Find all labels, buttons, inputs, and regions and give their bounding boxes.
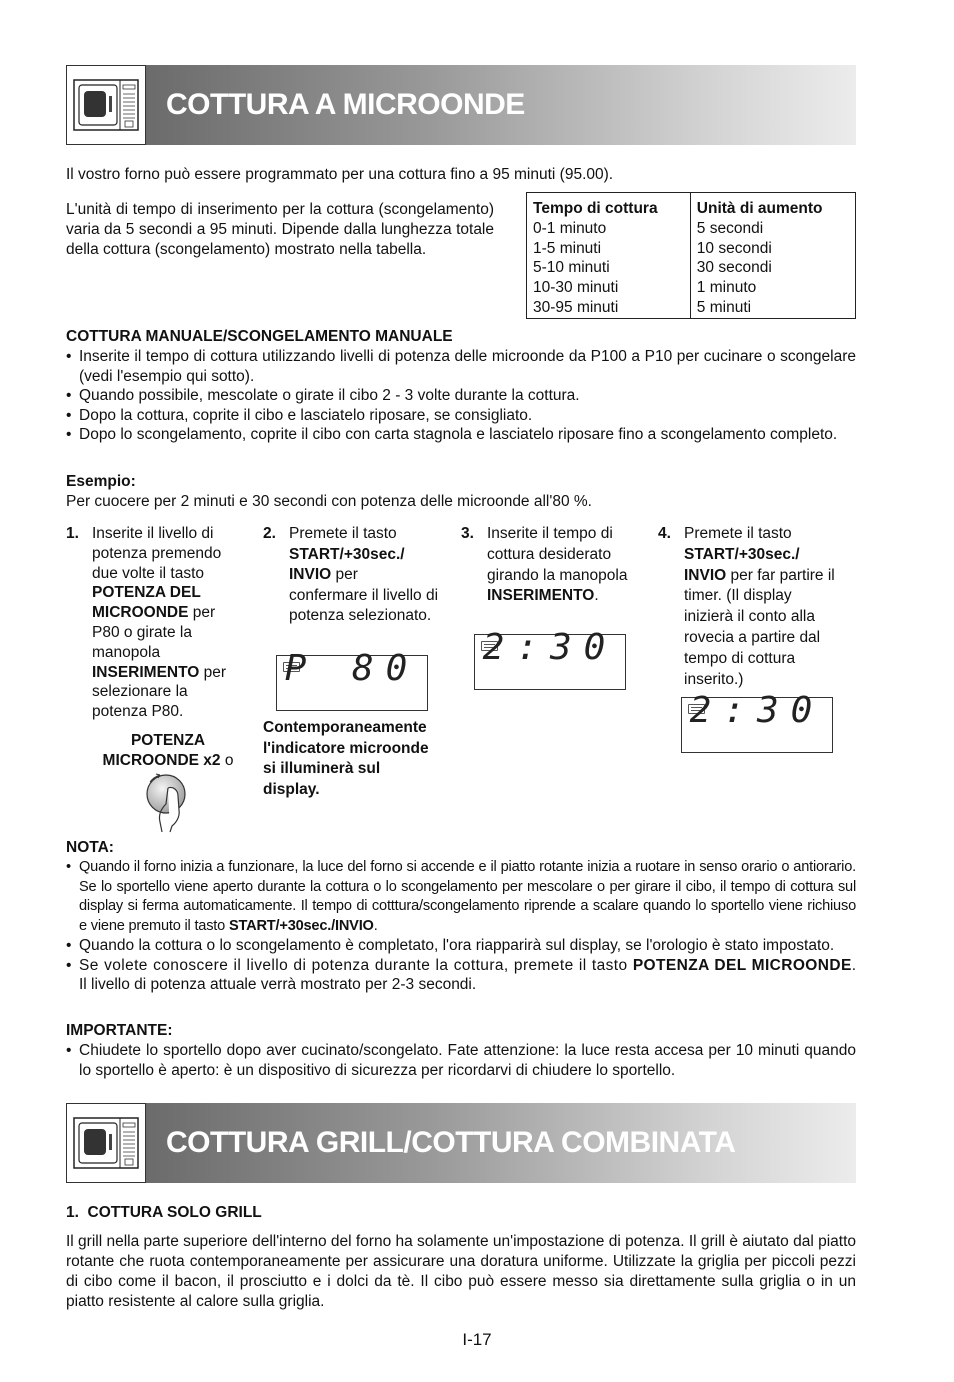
step-number: 3. (461, 525, 474, 542)
step-1-caption: POTENZA MICROONDE x2 o (102, 732, 234, 769)
table-cell: 1-5 minuti (533, 239, 602, 257)
step-number: 1. (66, 525, 79, 542)
lcd-text: 2:30 (482, 627, 618, 668)
table-cell: 0-1 minuto (533, 219, 607, 237)
list-item: • Dopo lo scongelamento, coprite il cibo con carta stagnola e lasciatelo riposare fino a scongelamento completo. (66, 425, 856, 445)
step-text: Inserite il tempo di cottura desiderato girando la manopola INSERIMENTO. (487, 525, 628, 605)
table-cell: 30 secondi (690, 258, 855, 278)
example-text: Per cuocere per 2 minuti e 30 secondi con potenza delle microonde all'80 %. (66, 493, 592, 510)
step-3 (461, 524, 641, 607)
page-number: I-17 (462, 1330, 492, 1349)
list-item: • Quando possibile, mescolate o girate il cibo 2 - 3 volte durante la cottura. (66, 386, 856, 406)
step-text: Inserite il livello di potenza premendo due volte il tasto POTENZA DEL MICROONDE per P80 o girate la manopola INSERIMENTO per selezionare la potenza P80. (92, 525, 227, 721)
table-cell: 10-30 minuti (533, 279, 619, 297)
lcd-text: P 80 (284, 648, 420, 689)
table-cell: 5-10 minuti (533, 259, 610, 277)
nota-bullets (66, 858, 856, 995)
list-item: • Inserite il tempo di cottura utilizzando livelli di potenza delle microonde da P100 a P10 per cucinare o scongelare (vedi l'esempio qui sotto). (66, 347, 856, 386)
section-title: COTTURA GRILL/COTTURA COMBINATA (166, 1126, 736, 1159)
grill-paragraph: Il grill nella parte superiore dell'interno del forno ha solamente un'impostazione di potenza. Il grill è aiutato dal piatto rotante che ruota contemporaneamente per assicurare una doratura uniforme. Utilizzate la griglia per piccoli pezzi di cibo come il bacon, il prosciutto e i dolci da tè. Il cibo può essere messo sia direttamente sulla griglia o in un piatto resistente al calore sulla griglia. (66, 1233, 857, 1310)
step-text: Premete il tasto START/+30sec./ INVIO per confermare il livello di potenza selezionato. (289, 525, 439, 624)
hand-knob-icon (140, 770, 192, 834)
step-2-note: Contemporaneamente l'indicatore microonde si illuminerà sul display. (263, 719, 429, 798)
table-row (527, 258, 856, 278)
lcd-display (474, 627, 626, 690)
microwave-icon (66, 65, 146, 145)
list-item: • Se volete conoscere il livello di potenza durante la cottura, premete il tasto POTENZA DEL MICROONDE. Il livello di potenza attuale verrà mostrato per 2-3 secondi. (66, 956, 856, 995)
table-cell: 5 minuti (690, 298, 855, 318)
step-number: 2. (263, 525, 276, 542)
manual-bullets (66, 347, 856, 445)
importante-heading: IMPORTANTE: (66, 1022, 173, 1039)
step-4 (658, 524, 858, 690)
section-banner-grill (66, 1103, 856, 1183)
lcd-text: 2:30 (689, 690, 825, 731)
table-row (527, 219, 856, 239)
table-cell: 5 secondi (690, 219, 855, 239)
step-2 (263, 524, 443, 627)
unit-paragraph: L'unità di tempo di inserimento per la cottura (scongelamento) varia da 5 secondi a 95 minuti. Dipende dalla lunghezza totale della cottura (scongelamento) mostrato nella tabella. (66, 201, 494, 258)
table-header: Tempo di cottura (533, 200, 658, 217)
table-row (527, 298, 856, 318)
step-number: 4. (658, 525, 671, 542)
step-text: Premete il tasto START/+30sec./ INVIO per far partire il timer. (Il display inizierà il conto alla rovecia a partire dal tempo di cottura inserito.) (684, 525, 835, 688)
table-row (527, 278, 856, 298)
example-heading: Esempio: (66, 473, 136, 490)
increment-table (526, 192, 856, 319)
lcd-display (681, 690, 833, 753)
list-item: • Quando il forno inizia a funzionare, la luce del forno si accende e il piatto rotante inizia a ruotare in senso orario o antiorario. Se lo sportello viene aperto durante la cottura o lo scongelamento per mescolare o per girare il cibo, il tempo di cottura sul display si ferma automaticamente. Il tempo di cotttura/scongelamento riprende a scalare quando lo sportello viene richiuso e viene premuto il tasto START/+30sec./INVIO. (66, 858, 856, 936)
step-1 (66, 524, 246, 722)
nota-heading: NOTA: (66, 839, 114, 856)
section-title: COTTURA A MICROONDE (166, 88, 525, 121)
list-item: • Dopo la cottura, coprite il cibo e lasciatelo riposare, se consigliato. (66, 406, 856, 426)
lcd-display (276, 648, 428, 711)
microwave-icon (66, 1103, 146, 1183)
table-row (527, 239, 856, 259)
table-cell: 10 secondi (690, 239, 855, 259)
list-item: • Chiudete lo sportello dopo aver cucinato/scongelato. Fate attenzione: la luce resta accesa per 10 minuti quando lo sportello è aperto: è un dispositivo di sicurezza per ricordarvi di chiudere lo sportello. (66, 1041, 856, 1080)
table-cell: 30-95 minuti (533, 298, 619, 316)
importante-bullets (66, 1041, 856, 1080)
list-item: • Quando la cottura o lo scongelamento è completato, l'ora riapparirà sul display, se l'orologio è stato impostato. (66, 936, 856, 956)
manual-heading: COTTURA MANUALE/SCONGELAMENTO MANUALE (66, 328, 453, 345)
table-header: Unità di aumento (690, 193, 855, 219)
grill-subheading: 1. COTTURA SOLO GRILL (66, 1204, 262, 1221)
section-banner-microonde (66, 65, 856, 145)
intro-text: Il vostro forno può essere programmato per una cottura fino a 95 minuti (95.00). (66, 166, 614, 183)
table-cell: 1 minuto (690, 278, 855, 298)
